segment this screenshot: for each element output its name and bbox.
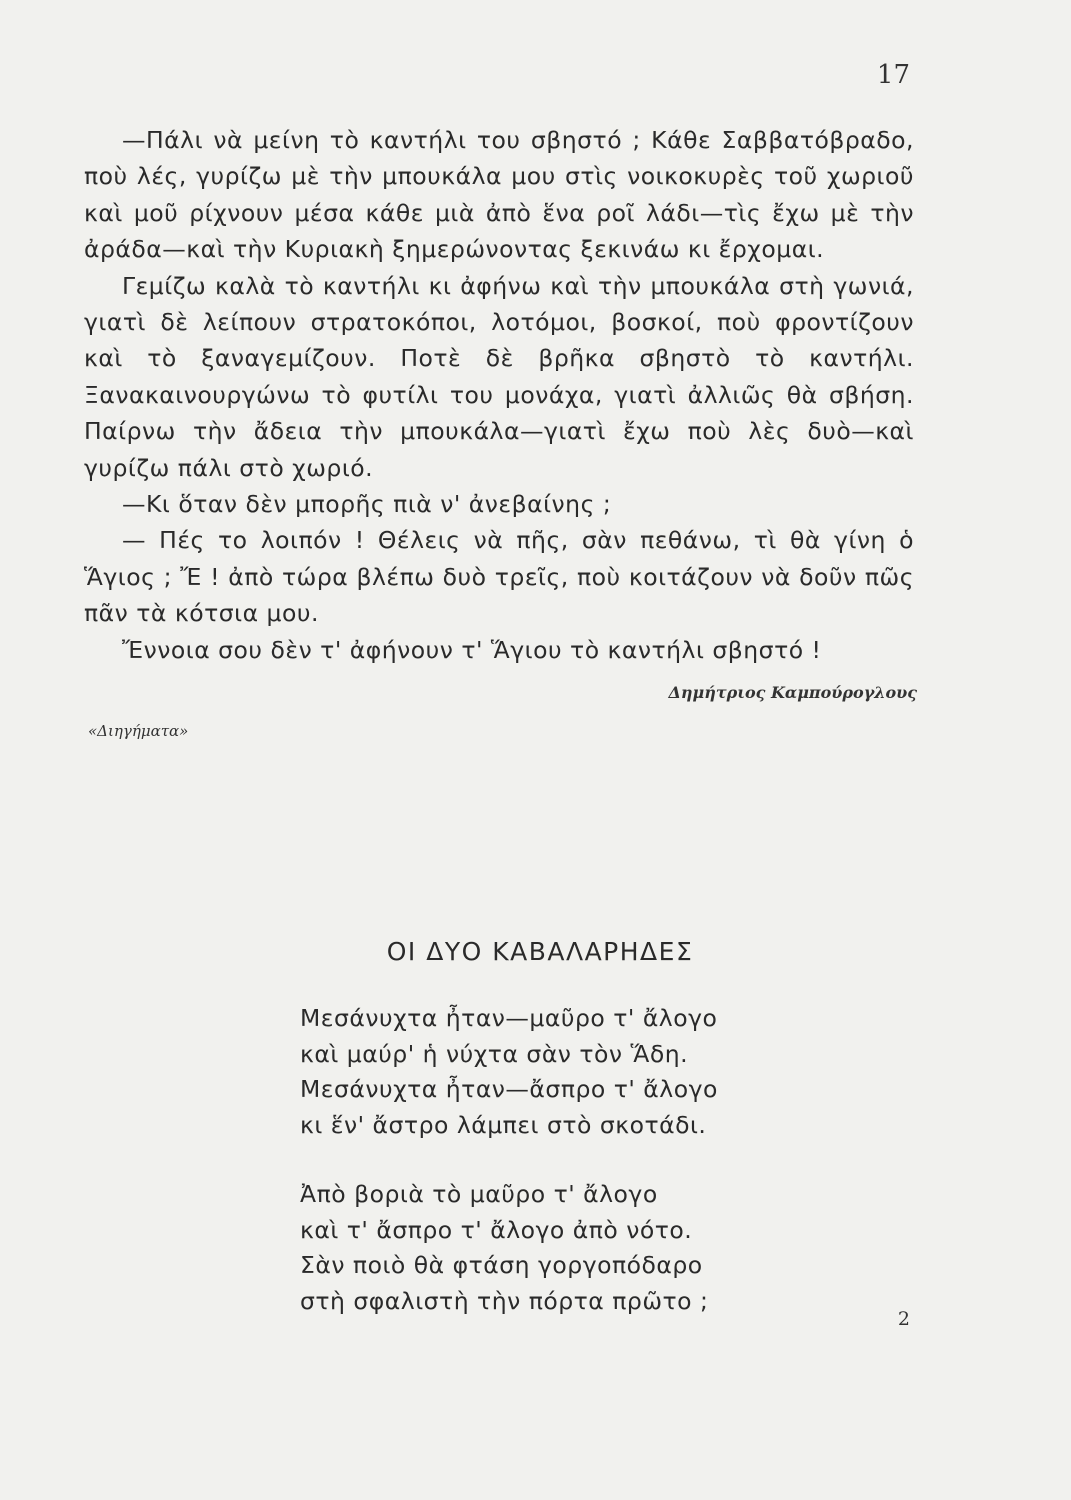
source-title: «Διηγήματα» [88, 722, 189, 740]
signature-mark: 2 [897, 1308, 910, 1330]
prose-paragraph: Ἔννοια σου δὲν τ' ἀφήνουν τ' Ἅγιου τὸ καντήλι σβηστό ! [122, 635, 822, 664]
prose-paragraph: —Κι ὅταν δὲν μπορῆς πιὰ ν' ἀνεβαίνης ; [122, 490, 612, 519]
prose-body [84, 122, 914, 668]
poem-line: καὶ μαύρ' ἡ νύχτα σὰν τὸν Ἅδη. [300, 1039, 689, 1068]
author-signature: Δημήτριος Καμπούρογλους [668, 683, 917, 702]
poem-line: Μεσάνυχτα ἦταν—ἄσπρο τ' ἄλογο [300, 1075, 718, 1103]
poem-title: ΟΙ ΔΥΟ ΚΑΒΑΛΑΡΗΔΕΣ [386, 937, 694, 966]
prose-paragraph: —Πάλι νὰ μείνη τὸ καντήλι του σβηστό ; Κάθε Σαββατόβραδο, ποὺ λές, γυρίζω μὲ τὴν μπουκάλα μου στὶς νοικοκυρὲς τοῦ χωριοῦ καὶ μοῦ ρίχνουν μέσα κάθε μιὰ ἀπὸ ἕνα ροῖ λάδι—τὶς ἔχω μὲ τὴν ἀράδα—καὶ τὴν Κυριακὴ ξημερώνοντας ξεκινάω κι ἔρχομαι. [84, 126, 914, 264]
poem-line: Μεσάνυχτα ἦταν—μαῦρο τ' ἄλογο [300, 1004, 718, 1032]
poem-line: κι ἕν' ἄστρο λάμπει στὸ σκοτάδι. [300, 1110, 707, 1139]
prose-paragraph: — Πές το λοιπόν ! Θέλεις νὰ πῆς, σὰν πεθάνω, τὶ θὰ γίνη ὁ Ἅγιος ; Ἔ ! ἀπὸ τώρα βλέπω δυὸ τρεῖς, ποὺ κοιτάζουν νὰ δοῦν πῶς πᾶν τὰ κότσια μου. [84, 526, 914, 628]
poem-stanza [300, 1177, 708, 1319]
prose-paragraph: Γεμίζω καλὰ τὸ καντήλι κι ἀφήνω καὶ τὴν μπουκάλα στὴ γωνιά, γιατὶ δὲ λείπουν στρατοκόποι, λοτόμοι, βοσκοί, ποὺ φροντίζουν καὶ τὸ ξαναγεμίζουν. Ποτὲ δὲ βρῆκα σβηστὸ τὸ καντήλι. Ξανακαινουργώνω τὸ φυτίλι του μονάχα, γιατὶ ἀλλιῶς θὰ σβήση. Παίρνω τὴν ἄδεια τὴν μπουκάλα—γιατὶ ἔχω ποὺ λὲς δυὸ—καὶ γυρίζω πάλι στὸ χωριό. [84, 271, 914, 482]
page-number: 17 [876, 60, 910, 90]
poem-line: στὴ σφαλιστὴ τὴν πόρτα πρῶτο ; [300, 1286, 709, 1315]
poem-line: Ἀπὸ βοριὰ τὸ μαῦρο τ' ἄλογο [300, 1180, 658, 1208]
poem-line: καὶ τ' ἄσπρο τ' ἄλογο ἀπὸ νότο. [300, 1215, 693, 1244]
poem-stanza [300, 1001, 718, 1143]
poem-line: Σὰν ποιὸ θὰ φτάση γοργοπόδαρο [300, 1251, 703, 1279]
